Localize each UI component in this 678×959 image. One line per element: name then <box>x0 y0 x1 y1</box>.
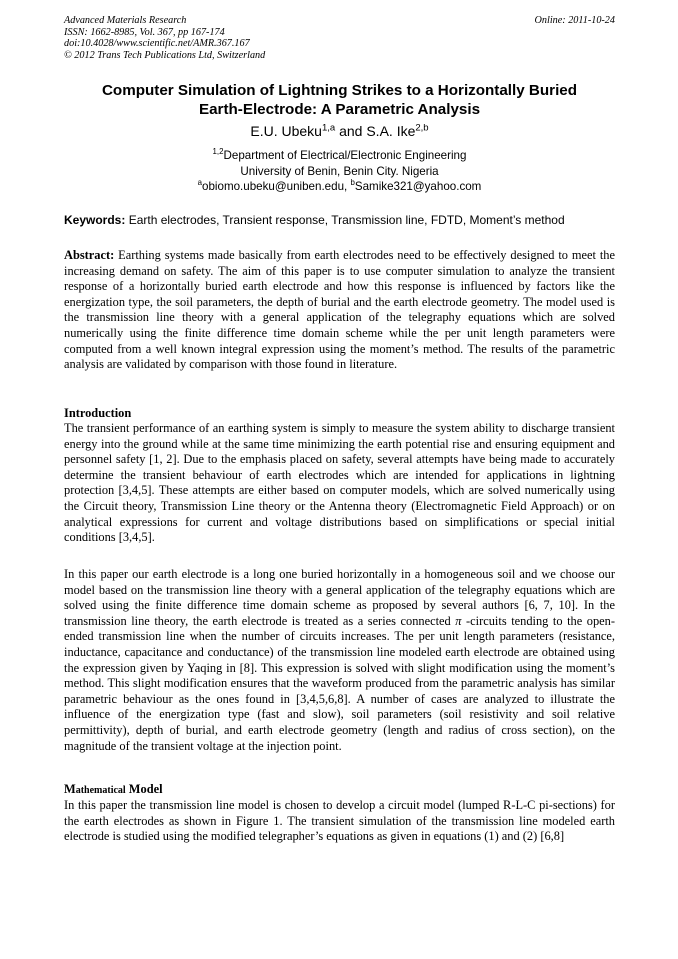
author-joiner: and <box>335 123 367 139</box>
model-heading-cap: M <box>64 782 76 796</box>
email-a[interactable]: obiomo.ubeku@uniben.edu, <box>202 180 351 193</box>
keywords-text: Earth electrodes, Transient response, Transmission line, FDTD, Moment’s method <box>125 213 565 227</box>
intro-p2-part-a: In this paper our earth electrode is a long one buried horizontally in a homogeneous soil and we choose our model based on the transmission line theory with a general application of the telegraphy equations which are solved using the finite difference time domain scheme as proposed by several authors [6, 7, 10]. In the transmission line theory, the earth electrode is treated as a series connected <box>64 567 615 628</box>
affiliation-block <box>64 148 615 195</box>
keywords-label: Keywords: <box>64 213 126 227</box>
paper-title <box>64 81 615 119</box>
abstract-text: Earthing systems made basically from earth electrodes need to be effectively designed to meet the increasing demand on safety. The aim of this paper is to use computer simulation to analyze the transient response of a horizontally buried earth electrode and how this response is influenced by factors like the energization type, the soil parameters, the depth of burial and the earth electrode geometry. The model used is the transmission line theory with a general application of the telegraphy equations which are solved numerically using the finite difference time domain scheme while the per unit length parameters were computed from a well known integral expression using the moment’s method. The results of the parametric analysis are validated by comparison with those found in literature. <box>64 248 615 372</box>
copyright-line: © 2012 Trans Tech Publications Ltd, Switzerland <box>64 49 266 61</box>
author-2: S.A. Ike <box>366 123 416 139</box>
author-list <box>64 122 615 140</box>
author-1-affiliation: 1,a <box>321 122 336 134</box>
introduction-heading: Introduction <box>64 406 132 420</box>
issn-line: ISSN: 1662-8985, Vol. 367, pp 167-174 <box>64 26 225 38</box>
email-b[interactable]: Samike321@yahoo.com <box>354 180 482 193</box>
department-line <box>64 148 615 164</box>
title-line-2: Earth-Electrode: A Parametric Analysis <box>198 101 481 118</box>
email-b-sup: b <box>350 178 355 188</box>
journal-name: Advanced Materials Research <box>64 15 187 26</box>
introduction-paragraph-1: The transient performance of an earthing system is simply to measure the system ability to discharge transient energy into the ground while at the same time minimizing the earth potential rise and ensuring equipment and personnel safety [1, 2]. Due to the emphasis placed on safety, several attempts have being made to accurately determine the transient behaviour of earth electrodes which are intended for applications in lightning protection [3,4,5]. These attempts are either based on computer models, which are solved numerically using the Circuit theory, Transmission Line theory or the Antenna theory (Electromagnetic Field Approach) or on analytical expressions for current and voltage distributions based on simplifications or special initial conditions [3,4,5]. <box>64 421 615 545</box>
model-heading <box>64 782 615 799</box>
model-paragraph-1: In this paper the transmission line model is chosen to develop a circuit model (lumped R-L-C pi-sections) for the earth electrodes as shown in Figure 1. The transient simulation of the transmission line modeled earth electrode is studied using the modified telegrapher’s equations as given in equations (1) and (2) [6,8] <box>64 798 615 844</box>
title-line-1: Computer Simulation of Lightning Strikes to a Horizontally Buried <box>101 82 578 99</box>
email-a-sup: a <box>197 178 203 188</box>
model-heading-small: athematical <box>75 785 126 796</box>
author-2-affiliation: 2,b <box>415 122 429 134</box>
online-date: Online: 2011-10-24 <box>534 15 615 26</box>
email-line <box>64 179 615 195</box>
abstract-paragraph <box>64 248 615 373</box>
department-name: Department of Electrical/Electronic Engineering <box>223 149 467 162</box>
author-1: E.U. Ubeku <box>250 123 322 139</box>
intro-p2-part-b: -circuits tending to the open-ended transmission line when the number of circuits increases. The per unit length parameters (resistance, inductance, capacitance and conductance) of the transmission line modeled earth electrode are obtained using the expression given by Yaqing in [8]. This expression is solved with slight modification using the moment’s method. This slight modification ensures that the waveform produced from the parametric analysis has similar parametric behaviour as the ones found in [3,4,5,6,8]. A number of cases are analyzed to illustrate the influence of the energization type (fast and slow), soil parameters (soil resistivity and soil relative permittivity), depth of burial, and earth electrode geometry (length and radius of cross section), on the magnitude of the transient voltage at the injection point. <box>64 613 615 753</box>
abstract-label: Abstract: <box>64 248 115 262</box>
doi-line: doi:10.4028/www.scientific.net/AMR.367.167 <box>64 38 250 50</box>
pi-symbol: π <box>455 613 462 628</box>
keywords-line <box>64 213 615 228</box>
university-line: University of Benin, Benin City. Nigeria <box>240 164 439 178</box>
department-sup: 1,2 <box>212 147 224 157</box>
journal-header <box>64 15 615 61</box>
model-heading-rest: Model <box>125 782 163 796</box>
introduction-paragraph-2 <box>64 567 615 754</box>
